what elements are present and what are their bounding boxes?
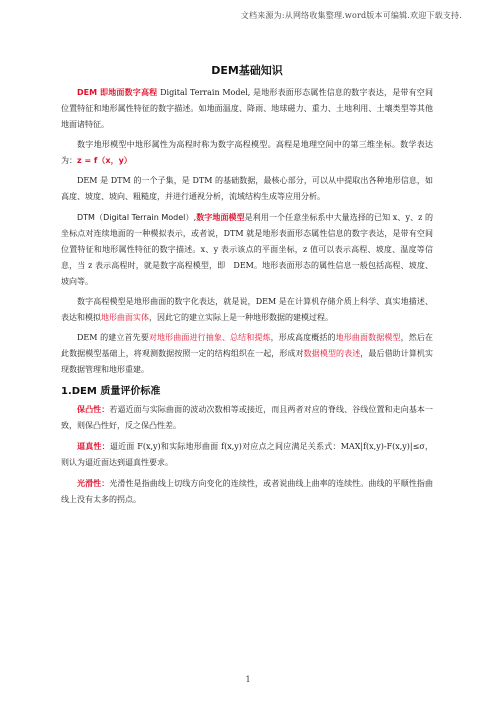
paragraph-dem-subset	[61, 173, 433, 205]
terrain-surface-highlight: 地形曲面实体	[101, 313, 149, 322]
page-header: 文档来源为:从网络收集整理.word版本可编辑.欢迎下载支持.	[240, 11, 462, 20]
criterion-term: 逼真性：	[77, 441, 110, 451]
paragraph-text: 数字地形模型中地形属性为高程时称为数字高程模型。高程是地理空间中的第三维坐标。数学表达为：	[61, 140, 433, 165]
criterion-text: 逼近面 F(x,y)和实际地形曲面 f(x,y)对应点之间应满足关系式：MAX|f(x,y)-F(x,y)|≤σ，则认为逼近面达到逼真性要求。	[61, 442, 434, 467]
dtm-term-highlight: 数字地面模型	[196, 212, 245, 222]
paragraph-text: 是利用一个任意坐标系中大量选择的已知 x、y、z 的坐标点对连续地面的一种模拟表示，或者说，DTM 就是地形表面形态属性信息的数字表达，是带有空间位置特征和地形属性特征的数字描述。x、y 表示该点的平面坐标，z 值可以表示高程、坡度、温度等信息，当 z 表示高程时，就是数字高程模型，即 DEM。地形表面形态的属性信息一般包括高程、坡度、坡向等。	[61, 213, 433, 286]
surface-model-highlight: 地形曲面数据模型	[335, 333, 401, 342]
paragraph-elevation-model	[61, 137, 433, 169]
abstraction-highlight: 对地形曲面进行抽象、总结和提炼	[148, 333, 271, 342]
criterion-text: 若逼近面与实际曲面的波动次数相等或接近，而且两者对应的脊线、谷线位置和走向基本一致，则保凸性好，反之保凸性差。	[61, 405, 433, 430]
dtm-prefix: DTM（Digital Terrain Model）,	[77, 213, 197, 222]
paragraph-text: DEM 的建立首先要	[77, 333, 149, 342]
paragraph-text: ，然后在此数据模型基础上，将观测数据按照一定的结构组织在一起，形成对	[61, 333, 434, 358]
paragraph-dem-definition	[61, 85, 433, 133]
paragraph-text: ，最后借助计算机实现数据管理和地形重建。	[61, 349, 434, 374]
page-number: 1	[245, 675, 251, 684]
paragraph-digital-expression	[61, 294, 433, 326]
paragraph-text: DEM 是 DTM 的一个子集，是 DTM 的基础数据，最核心部分，可以从中提取出各种地形信息，如高度、坡度、坡向、粗糙度，并进行通视分析，流域结构生成等应用分析。	[61, 176, 433, 201]
paragraph-dem-construction	[61, 330, 433, 378]
model-description-highlight: 数据模型的表述	[303, 349, 361, 358]
paragraph-text: ，形成高度概括的	[270, 333, 336, 342]
paragraph-text: 数字高程模型是地形曲面的数字化表达，就是说，DEM 是在计算机存储介质上科学、真实地描述、表达和模拟	[61, 297, 433, 322]
criterion-convexity	[61, 401, 433, 434]
paragraph-text: ，因此它的建立实际上是一种地形数据的建模过程。	[149, 313, 333, 322]
criterion-text: 光滑性是指曲线上切线方向变化的连续性，或者说曲线上曲率的连续性。曲线的平顺性指曲线上没有太多的拐点。	[61, 479, 433, 504]
dem-term-highlight: DEM 即地面数字高程	[77, 88, 158, 97]
paragraph-dtm-definition	[61, 209, 433, 290]
criterion-term: 光滑性：	[77, 478, 110, 488]
section-heading-quality: 1.DEM 质量评价标准	[61, 386, 161, 397]
formula-highlight: z = f（x，y）	[77, 156, 132, 165]
paragraph-text: Digital Terrain Model, 是地形表面形态属性信息的数字表达，是带有空间位置特征和地形属性特征的数字描述。如地面温度、降雨、地球磁力、重力、土地利用、土壤类型等其他地面诸特征。	[61, 88, 433, 129]
criterion-smoothness	[61, 475, 433, 508]
criterion-fidelity	[61, 438, 433, 471]
criterion-term: 保凸性：	[77, 404, 110, 414]
document-body	[61, 62, 433, 512]
document-title: DEM基础知识	[211, 64, 283, 77]
